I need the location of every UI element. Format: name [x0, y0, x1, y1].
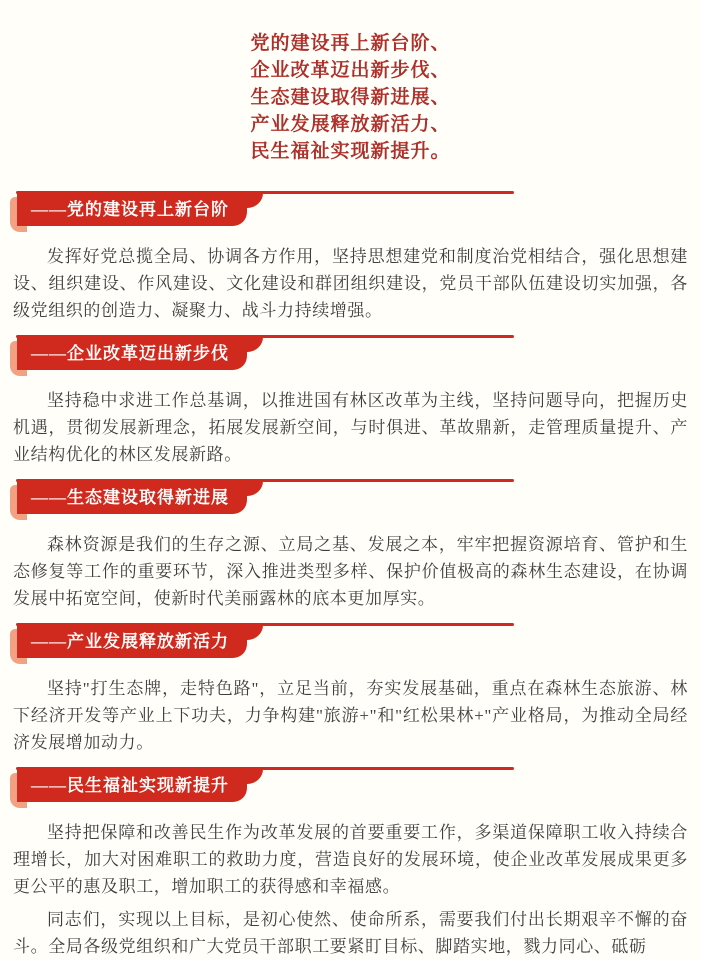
section-title: ——民生福祉实现新提升 [17, 769, 247, 802]
intro-line: 产业发展释放新活力、 [250, 114, 451, 135]
section-title: ——企业改革迈出新步伐 [17, 337, 247, 370]
section-paragraph: 坚持把保障和改善民生作为改革发展的首要重要工作，多渠道保障职工收入持续合理增长，加大对困难职工的救助力度，营造良好的发展环境，使企业改革发展成果更多更公平的惠及职工，增加职工的获得感和幸福感。 [13, 823, 688, 896]
section-title: ——生态建设取得新进展 [17, 481, 247, 514]
section-paragraph: 坚持稳中求进工作总基调，以推进国有林区改革为主线，坚持问题导向，把握历史机遇，贯彻发展新理念，拓展发展新空间，与时俱进、革故鼎新，走管理质量提升、产业结构优化的林区发展新路。 [13, 391, 688, 464]
intro-line: 党的建设再上新台阶、 [250, 33, 451, 54]
section-livelihood-welfare [13, 767, 688, 960]
section-title: ——党的建设再上新台阶 [17, 193, 247, 226]
intro-line: 生态建设取得新进展、 [250, 87, 451, 108]
section-paragraph: 森林资源是我们的生存之源、立局之基、发展之本，牢牢把握资源培育、管护和生态修复等工作的重要环节，深入推进类型多样、保护价值极高的森林生态建设，在协调发展中拓宽空间，使新时代美丽露林的底本更加厚实。 [13, 535, 688, 608]
intro-line: 企业改革迈出新步伐、 [250, 60, 451, 81]
section-party-building [13, 191, 688, 324]
section-banner [13, 767, 688, 813]
section-banner [13, 479, 688, 525]
section-industry-development [13, 623, 688, 756]
closing-paragraph: 同志们，实现以上目标，是初心使然、使命所系，需要我们付出长期艰辛不懈的奋斗。全局各级党组织和广大党员干部职工要紧盯目标、脚踏实地，戮力同心、砥砺 [13, 910, 688, 956]
section-paragraph: 坚持"打生态牌，走特色路"，立足当前，夯实发展基础，重点在森林生态旅游、林下经济开发等产业上下功夫，力争构建"旅游+"和"红松果林+"产业格局，为推动全局经济发展增加动力。 [13, 679, 688, 752]
section-banner [13, 191, 688, 237]
section-banner [13, 335, 688, 381]
section-title: ——产业发展释放新活力 [17, 625, 247, 658]
intro-line: 民生福祉实现新提升。 [250, 141, 451, 162]
intro-slogan-block [13, 30, 688, 165]
section-enterprise-reform [13, 335, 688, 468]
section-ecological-construction [13, 479, 688, 612]
section-paragraph: 发挥好党总揽全局、协调各方作用，坚持思想建党和制度治党相结合，强化思想建设、组织建设、作风建设、文化建设和群团组织建设，党员干部队伍建设切实加强，各级党组织的创造力、凝聚力、战斗力持续增强。 [13, 247, 688, 320]
section-banner [13, 623, 688, 669]
